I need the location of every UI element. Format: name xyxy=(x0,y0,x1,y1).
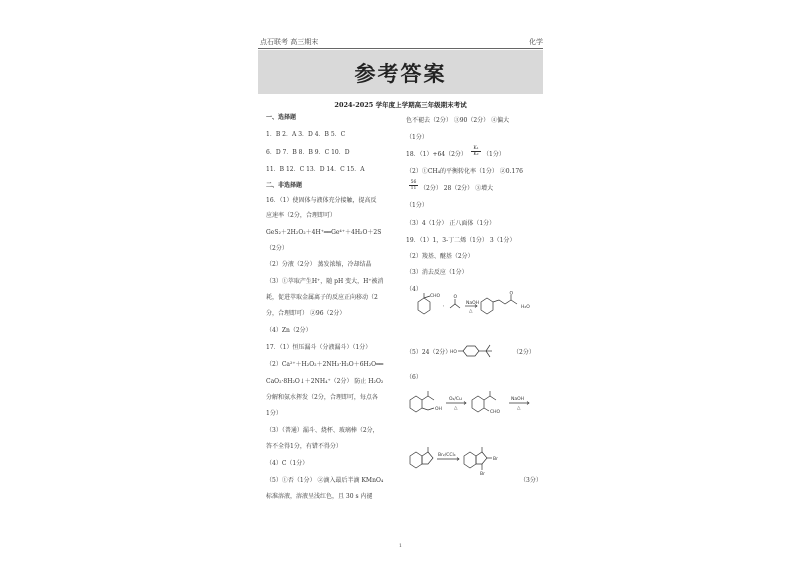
benzene-ring xyxy=(463,346,479,356)
product-o: O xyxy=(509,291,514,297)
q18-1-score: （1分） xyxy=(483,151,505,158)
title-banner xyxy=(258,50,543,94)
q17-2-line4: 1分） xyxy=(266,410,282,417)
q16-2: （2）分液（2分） 蒸发浓缩，冷却结晶 xyxy=(266,261,372,268)
plus-sign: , xyxy=(443,303,445,308)
page-header xyxy=(258,36,543,49)
choice-row-1: 1．B 2．A 3．D 4．B 5．C xyxy=(266,131,346,138)
q17-4: （4）C（1分） xyxy=(266,460,309,467)
oh-label: OH xyxy=(435,407,442,412)
q18-2-line3: （1分） xyxy=(406,202,428,209)
q19-5-structure xyxy=(450,340,515,362)
q17-3-line2: 答不全得1分，有错不得分） xyxy=(266,443,342,450)
exam-subtitle: 2024-2025 学年度上学期高三年级期末考试 xyxy=(334,101,467,109)
q16-3-line2: 耗，促进萃取金属离子的反应正向移动（2 xyxy=(266,294,378,301)
cho-bond xyxy=(484,408,489,411)
q19-5-score: （2分） xyxy=(513,349,535,356)
product-ring xyxy=(481,298,493,314)
q18-1-fraction xyxy=(471,146,481,157)
indenone-benzene xyxy=(410,452,422,468)
tbutyl-bond-3 xyxy=(486,351,490,357)
br-label-2: Br xyxy=(480,472,485,477)
q17-1: 17．（1）恒压漏斗（分液漏斗）（1分） xyxy=(266,344,372,351)
carbonyl-o: O xyxy=(453,295,458,300)
q18-3: （3）4（1分） 正八面体（1分） xyxy=(406,220,496,227)
q17-2-line1: （2）Ca²⁺＋H₂O₂＋2NH₃·H₂O＋6H₂O══ xyxy=(266,361,384,368)
naoh-label: NaOH xyxy=(511,397,525,402)
q16-1-line1: 16．（1）使固体与液体充分接触，提高反 xyxy=(266,197,377,204)
q17-3-line1: （3）（普通）漏斗、烧杯、玻璃棒（2分， xyxy=(266,427,379,434)
tbutyl-bond-1 xyxy=(486,345,490,351)
delta-label: △ xyxy=(454,406,458,411)
q16-3-line3: 分，合理即可） ②96（2分） xyxy=(266,310,346,317)
ho-label: HO xyxy=(450,350,457,355)
q19-4-reaction-scheme xyxy=(410,292,535,322)
q18-2-fraction xyxy=(409,180,418,191)
section-nonchoice: 二、非选择题 xyxy=(266,182,303,189)
start-alcohol-chain xyxy=(422,408,434,410)
acetone-skeleton xyxy=(450,304,460,308)
answer-page xyxy=(258,30,543,549)
product-benzene xyxy=(464,452,476,468)
q17-5-line4: （1分） xyxy=(406,134,428,141)
product-chain xyxy=(493,300,517,304)
q19-6-route-step1 xyxy=(406,388,541,420)
br-label-1: Br xyxy=(493,457,498,462)
o2cu-label: O₂/Cu xyxy=(449,397,462,402)
fraction-numerator: 56 xyxy=(410,180,417,185)
q19-6: （6） xyxy=(406,374,422,381)
q18-2-line1: （2）①CH₄的平衡转化率（1分） ②0.176 xyxy=(406,168,523,175)
q19-5: （5）24（2分） xyxy=(406,349,452,356)
q16-4: （4）Zn（2分） xyxy=(266,327,312,334)
header-exam-name: 点石联考 高三期末 xyxy=(260,38,319,46)
br2-label: Br₂/CCl₄ xyxy=(438,453,456,458)
q18-2-line2: （2分） 28（2分） ③增大 xyxy=(420,185,494,192)
delta-label: △ xyxy=(469,309,473,314)
header-subject: 化学 xyxy=(529,38,543,46)
q18-1: 18．（1）+64（2分） xyxy=(406,151,467,158)
q17-5-line3: 色不褪去（2分） ③90（2分） ④偏大 xyxy=(406,117,510,124)
q19-6-route-step2 xyxy=(406,442,516,480)
q16-equation-score: （2分） xyxy=(266,245,288,252)
q19-3: （3）消去反应（1分） xyxy=(406,269,468,276)
q16-3-line1: （3）①萃取产生H⁺，随 pH 变大，H⁺被消 xyxy=(266,278,384,285)
fraction-denominator: K₂ xyxy=(473,152,479,157)
q19-1: 19．（1）1，3-丁二烯（1分） 3（1分） xyxy=(406,237,516,244)
choice-row-2: 6．D 7．B 8．B 9．C 10．D xyxy=(266,149,350,156)
q17-5-line1: （5）①否（1分） ②滴入最后半滴 KMnO₄ xyxy=(266,477,384,484)
aldehyde-benzene xyxy=(472,396,484,412)
h2o-label: H₂O xyxy=(521,305,530,310)
cho-label: CHO xyxy=(490,410,501,415)
start-benzene xyxy=(410,396,422,412)
q17-2-line2: CaO₂·8H₂O↓＋2NH₄⁺（2分） 防止 H₂O₂ xyxy=(266,378,384,385)
choice-row-3: 11．B 12．C 13．D 14．C 15．A xyxy=(266,166,365,173)
q19-4: （4） xyxy=(406,286,422,293)
product-ring xyxy=(476,452,487,464)
q16-equation: GeS₂＋2H₂O₂＋4H⁺══Ge⁴⁺＋4H₂O＋2S xyxy=(266,229,382,236)
fraction-numerator: K₁ xyxy=(471,146,481,152)
banner-title: 参考答案 xyxy=(354,61,447,86)
cho-label: CHO xyxy=(430,294,441,299)
section-choice: 一、选择题 xyxy=(266,114,297,121)
page-number: 1 xyxy=(398,543,403,549)
start-side-chain xyxy=(422,396,434,400)
q16-1-line2: 应速率（2分，合理即可） xyxy=(266,212,336,219)
fraction-denominator: 11 xyxy=(410,186,417,191)
delta-label-2: △ xyxy=(517,406,521,411)
naoh-label: NaOH xyxy=(466,301,480,306)
q19-6-score: （3分） xyxy=(520,477,542,484)
q19-2: （2）羧基、醚基（2分） xyxy=(406,253,474,260)
q17-2-line3: 分解和氨水挥发（2分，合理即可，每点各 xyxy=(266,394,378,401)
aldehyde-ketone-chain xyxy=(484,396,496,400)
q17-5-line2: 标准溶液，溶液呈浅红色，且 30 s 内褪 xyxy=(266,493,373,500)
indenone-ring xyxy=(422,452,433,464)
cyclohexane-ring xyxy=(418,298,430,314)
